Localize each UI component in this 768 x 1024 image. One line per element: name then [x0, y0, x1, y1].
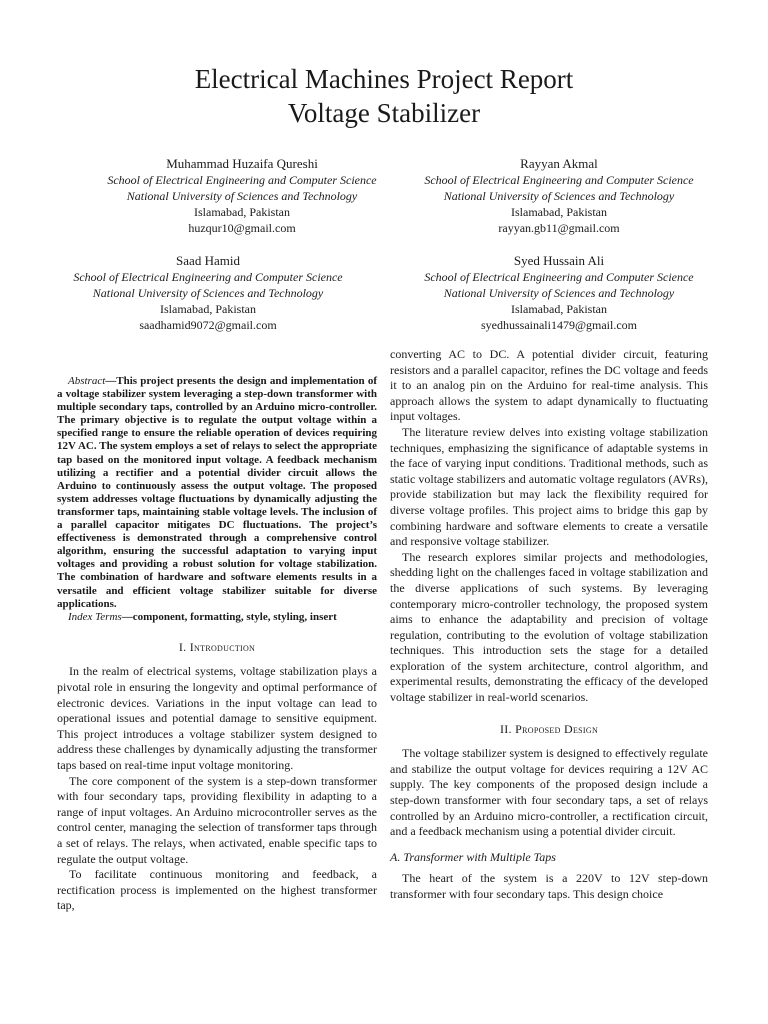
paragraph: The core component of the system is a step-down transformer with four secondary taps, providing flexibility in adapting to a range of input voltages. An Arduino microcontroller serves as the control center, managing the selection of transformer taps through a set of relays. The relays, when activated, enable specific taps to regulate the output voltage.: [57, 773, 377, 866]
author-city: Islamabad, Pakistan: [511, 205, 607, 219]
index-terms-label: Index Terms: [68, 610, 122, 623]
paragraph: In the realm of electrical systems, voltage stabilization plays a pivotal role in ensuring the longevity and optimal performance of electronic devices. Variations in the input voltage can lead to operational issues and potential damage to sensitive equipment. This project introduces a voltage stabilizer system designed to address these challenges by dynamically adjusting the transformer taps based on real-time input voltage monitoring.: [57, 664, 377, 772]
section-heading-proposed-design: [390, 722, 708, 738]
author-department: School of Electrical Engineering and Computer Science: [107, 173, 377, 187]
author-university: National University of Sciences and Technology: [443, 286, 675, 300]
title-line-1: Electrical Machines Project Report: [194, 64, 574, 94]
author-email[interactable]: rayyan.gb11@gmail.com: [498, 221, 620, 235]
paragraph: The heart of the system is a 220V to 12V step-down transformer with four secondary taps. This design choice: [390, 871, 708, 901]
author-email[interactable]: huzqur10@gmail.com: [188, 221, 296, 235]
paragraph: The literature review delves into existing voltage stabilization techniques, emphasizing the significance of adaptable systems in the face of varying input conditions. Traditional methods, such as static voltage stabilizers and automatic voltage regulators (AVRs), provide stabilization but may lack the flexibility required for diverse voltage profiles. This project aims to bridge this gap by combining hardware and software elements to create a versatile and responsive voltage stabilizer.: [390, 424, 708, 549]
author-email[interactable]: saadhamid9072@gmail.com: [139, 318, 277, 332]
author-name: Muhammad Huzaifa Qureshi: [166, 156, 318, 171]
index-terms-text: —component, formatting, style, styling, insert: [121, 610, 337, 623]
abstract: [57, 375, 377, 611]
paragraph: To facilitate continuous monitoring and feedback, a rectification process is implemented on the highest transformer tap,: [57, 867, 377, 913]
section-title: Introduction: [189, 639, 256, 654]
author-department: School of Electrical Engineering and Computer Science: [73, 270, 343, 284]
author-city: Islamabad, Pakistan: [511, 302, 607, 316]
section-title: Proposed Design: [515, 721, 599, 736]
author-name: Saad Hamid: [176, 253, 240, 268]
author-department: School of Electrical Engineering and Computer Science: [424, 173, 694, 187]
section-heading-introduction: [57, 640, 377, 656]
abstract-text: —This project presents the design and implementation of a voltage stabilizer system leveraging a step-down transformer with multiple secondary taps, controlled by an Arduino micro-controller. The primary objective is to regulate the output voltage within a specified range to ensure the reliable operation of devices requiring 12V AC. The system employs a set of relays to select the appropriate tap based on the monitored input voltage. A feedback mechanism utilizing a rectifier and a potential divider circuit allows the Arduino to continuously assess the output voltage. The proposed system addresses voltage fluctuations by dynamically adjusting the transformer taps, maintaining stable voltage levels. The inclusion of a parallel capacitor mitigates DC fluctuations. The project’s effectiveness is demonstrated through a comprehensive control algorithm, ensuring the successful adaptation to varying input voltages and providing a robust solution for voltage stabilization. The combination of hardware and software elements results in a versatile and efficient voltage stabilizer suitable for diverse applications.: [57, 375, 377, 610]
author-university: National University of Sciences and Technology: [92, 286, 324, 300]
author-block-1: [92, 155, 392, 236]
paragraph: The research explores similar projects and methodologies, shedding light on the challenges faced in voltage stabilization and the diverse applications of such systems. By leveraging contemporary micro-controller technology, the proposed system aims to enhance the adaptability and precision of voltage regulation, contributing to the evolution of voltage stabilization techniques. This introduction sets the stage for a detailed exploration of the system architecture, control algorithm, and experimental results, demonstrating the efficacy of the developed voltage stabilizer in real-world scenarios.: [390, 549, 708, 705]
paper-title: [0, 62, 768, 130]
index-terms: [57, 611, 377, 624]
subsection-heading: A. Transformer with Multiple Taps: [390, 849, 556, 864]
author-block-4: [384, 252, 734, 333]
author-city: Islamabad, Pakistan: [194, 205, 290, 219]
author-name: Syed Hussain Ali: [513, 253, 605, 268]
author-name: Rayyan Akmal: [520, 156, 598, 171]
author-university: National University of Sciences and Technology: [443, 189, 675, 203]
section-number: II.: [499, 721, 516, 736]
author-email[interactable]: syedhussainali1479@gmail.com: [480, 318, 638, 332]
left-column: [57, 375, 377, 914]
paragraph: The voltage stabilizer system is designed to effectively regulate and stabilize the output voltage for devices requiring a 12V AC supply. The key components of the proposed design include a step-down transformer with four secondary taps, a set of relays controlled by an Arduino micro-controller, a rectification circuit, and a feedback mechanism using a potential divider circuit.: [390, 746, 708, 839]
author-block-2: [384, 155, 734, 236]
title-line-2: Voltage Stabilizer: [287, 98, 481, 128]
right-column: [390, 347, 708, 903]
author-university: National University of Sciences and Technology: [126, 189, 358, 203]
section-number: I.: [178, 639, 190, 654]
abstract-label: Abstract: [68, 375, 106, 387]
paragraph: converting AC to DC. A potential divider circuit, featuring resistors and a parallel capacitor, refines the DC voltage and feeds it to an analog pin on the Arduino for real-time analysis. This approach allows the system to adapt dynamically to fluctuating input voltages.: [390, 347, 708, 424]
author-city: Islamabad, Pakistan: [160, 302, 256, 316]
author-block-3: [58, 252, 358, 333]
author-department: School of Electrical Engineering and Computer Science: [424, 270, 694, 284]
